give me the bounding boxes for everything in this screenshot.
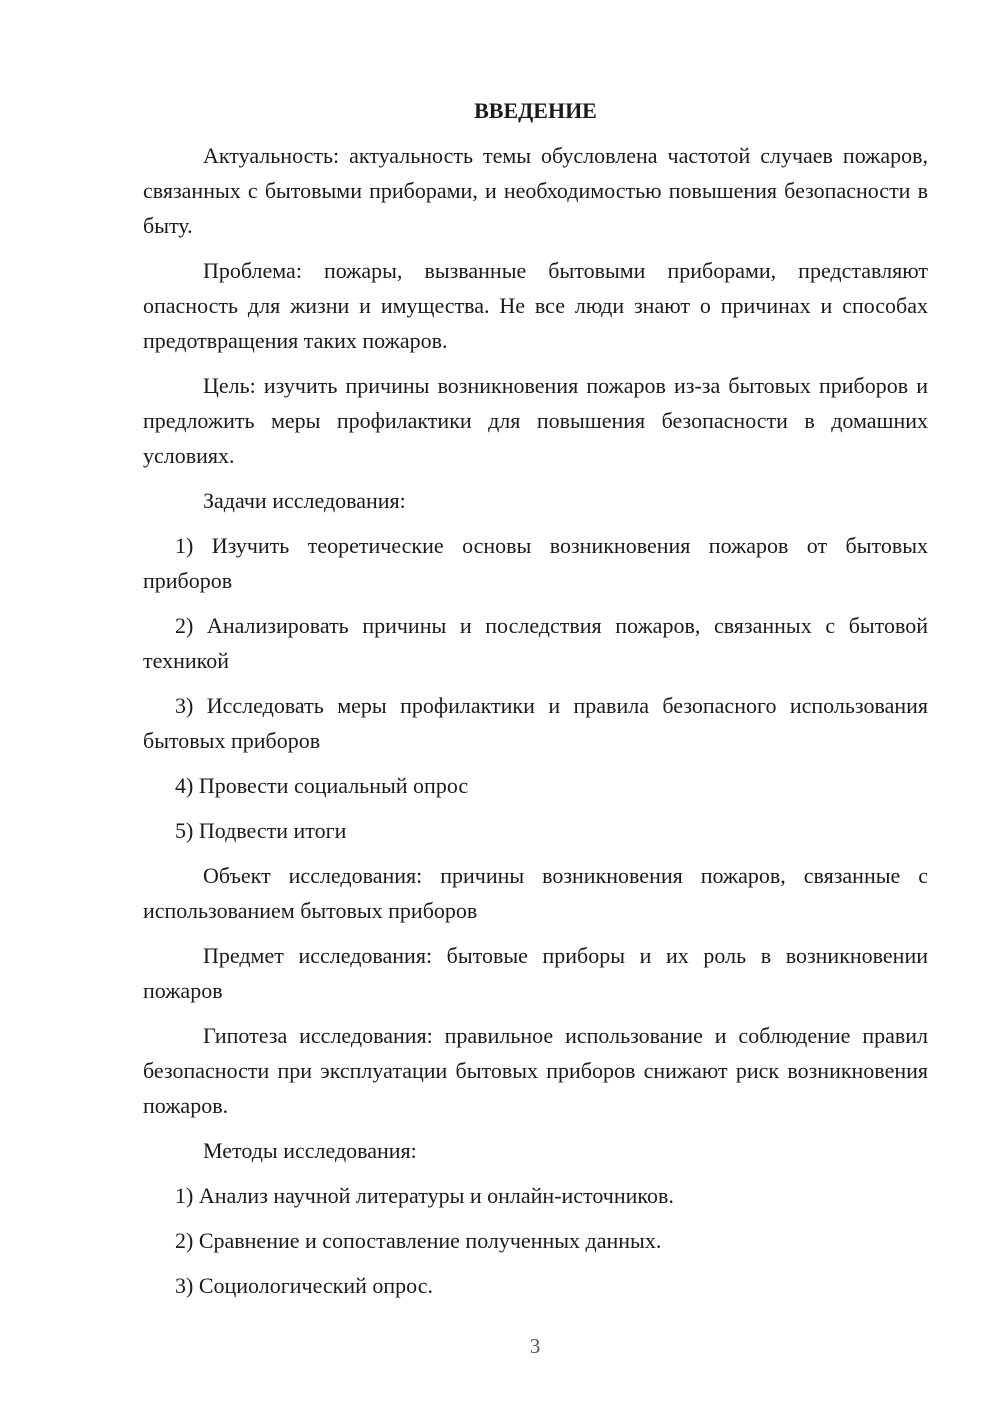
paragraph-object: Объект исследования: причины возникновения пожаров, связанные с использованием бытовых приборов: [143, 863, 928, 923]
paragraph-goal: Цель: изучить причины возникновения пожаров из-за бытовых приборов и предложить меры профилактики для повышения безопасности в домашних условиях.: [143, 373, 928, 468]
task-item: 1) Изучить теоретические основы возникновения пожаров от бытовых приборов: [143, 533, 928, 593]
task-item: 3) Исследовать меры профилактики и правила безопасного использования бытовых приборов: [143, 693, 928, 753]
task-item: 4) Провести социальный опрос: [175, 773, 469, 798]
paragraph-hypothesis: Гипотеза исследования: правильное использование и соблюдение правил безопасности при эксплуатации бытовых приборов снижают риск возникновения пожаров.: [143, 1023, 928, 1118]
method-item: 2) Сравнение и сопоставление полученных данных.: [175, 1228, 662, 1253]
tasks-heading: Задачи исследования:: [203, 488, 406, 513]
method-item: 3) Социологический опрос.: [175, 1273, 433, 1298]
paragraph-subject: Предмет исследования: бытовые приборы и их роль в возникновении пожаров: [143, 943, 928, 1003]
paragraph-relevance: Актуальность: актуальность темы обусловлена частотой случаев пожаров, связанных с бытовыми приборами, и необходимостью повышения безопасности в быту.: [143, 143, 928, 238]
section-title: ВВЕДЕНИЕ: [474, 98, 597, 123]
paragraph-problem: Проблема: пожары, вызванные бытовыми приборами, представляют опасность для жизни и имущества. Не все люди знают о причинах и способах предотвращения таких пожаров.: [143, 258, 928, 353]
method-item: 1) Анализ научной литературы и онлайн-источников.: [175, 1183, 674, 1208]
document-body: [143, 93, 928, 1313]
task-item: 2) Анализировать причины и последствия пожаров, связанных с бытовой техникой: [143, 613, 928, 673]
task-item: 5) Подвести итоги: [175, 818, 347, 843]
page-number: 3: [529, 1334, 541, 1358]
methods-heading: Методы исследования:: [203, 1138, 417, 1163]
